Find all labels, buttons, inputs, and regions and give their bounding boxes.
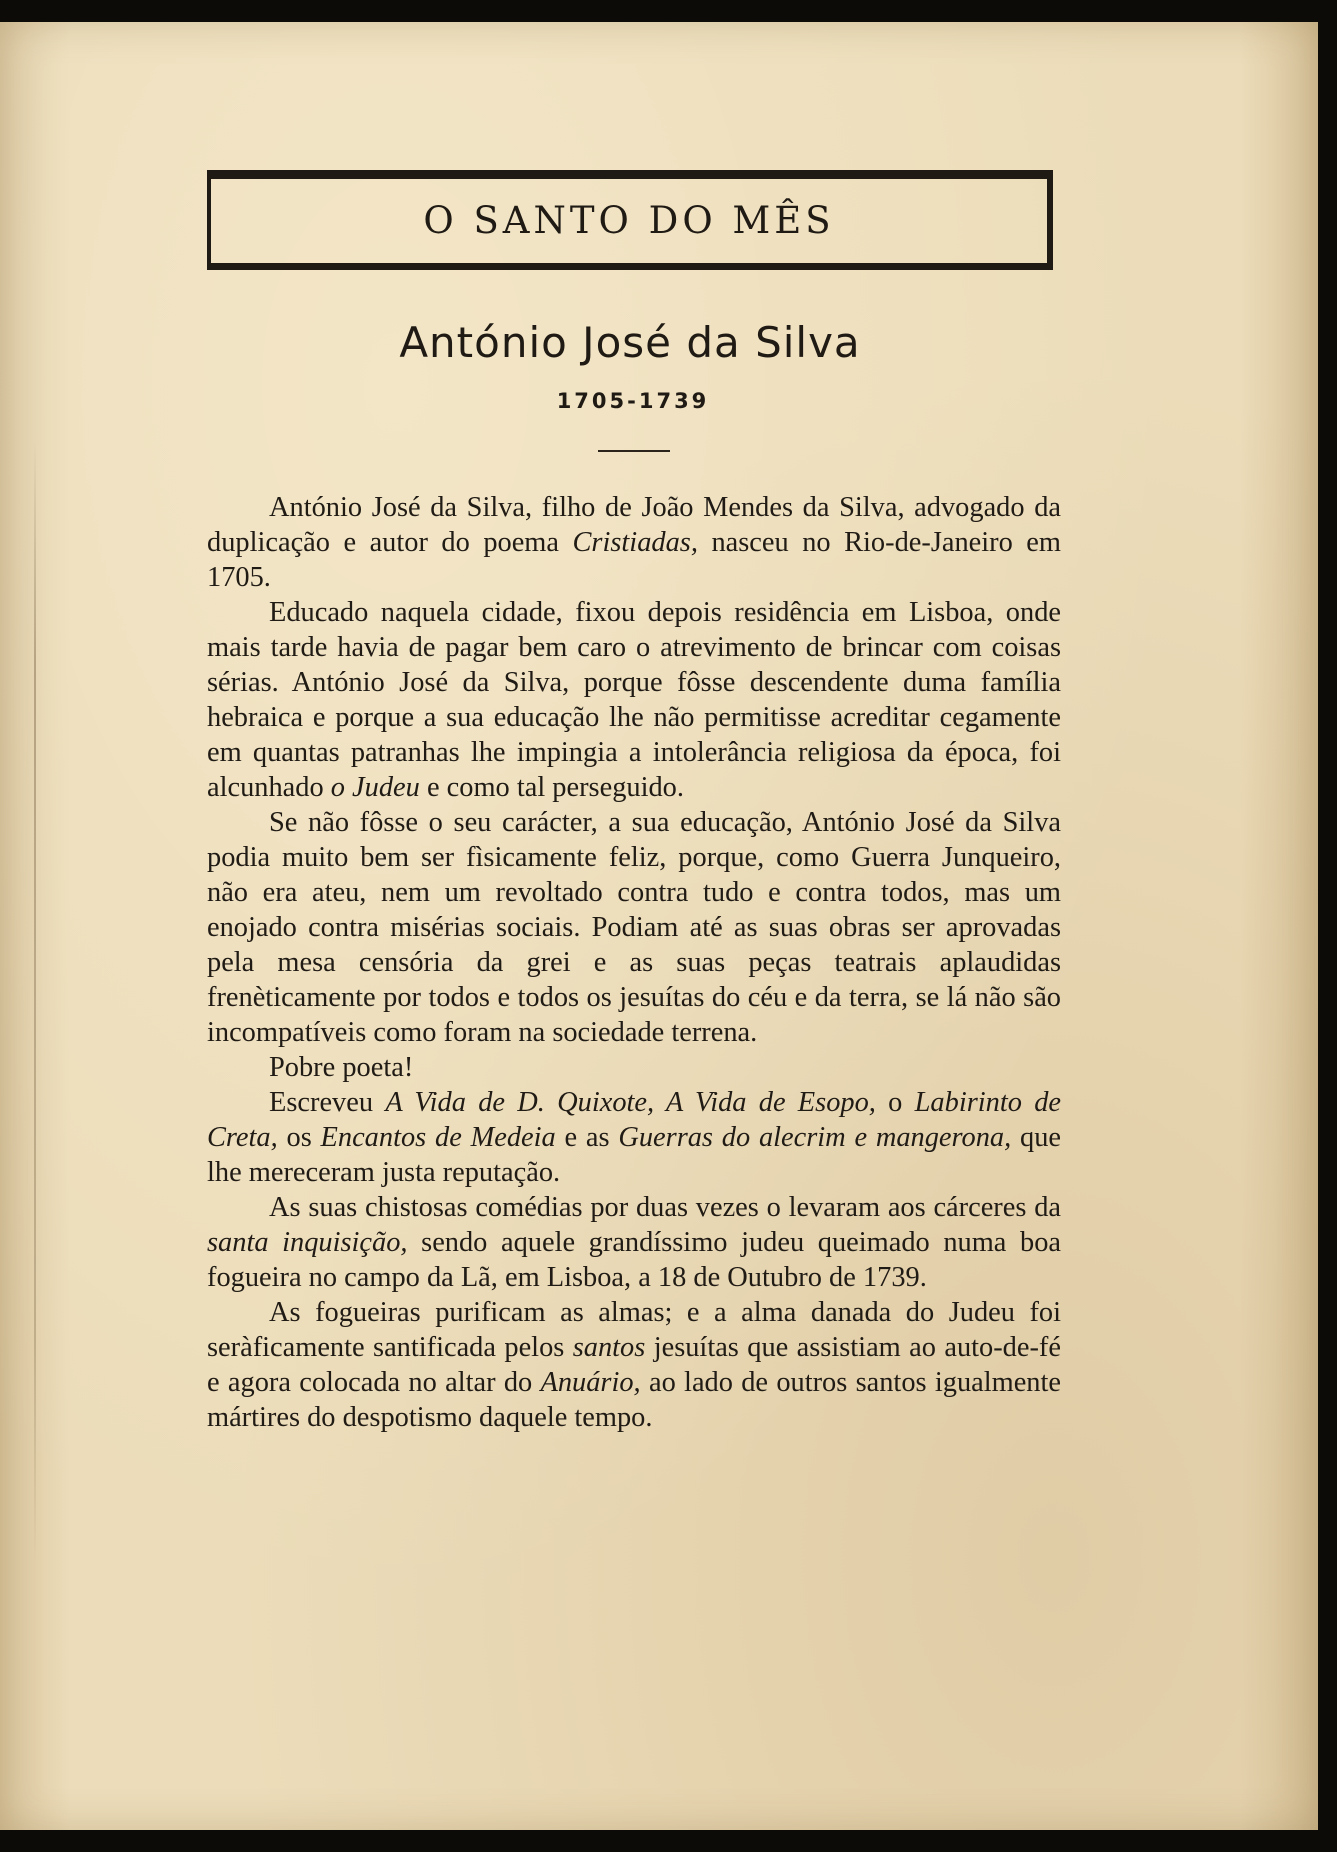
title-divider xyxy=(598,450,670,452)
text-run: As suas chistosas comédias por duas vezes o levaram aos cárceres da xyxy=(269,1192,1061,1223)
section-header-box xyxy=(207,170,1053,270)
text-run: Se não fôsse o seu carácter, a sua educação, António José da Silva podia muito bem ser fìsicamente feliz, porque, como Guerra Junqueiro, não era ateu, nem um revoltado contra tudo e contra todos, mas um enojado contra misérias sociais. Podiam até as suas obras ser aprovadas pela mesa censória da grei e as suas peças teatrais aplaudidas frenèticamente por todos e todos os jesuítas do céu e da terra, se lá não são incompatíveis como foram na sociedade terrena. xyxy=(207,807,1061,1048)
italic-text-run: santa inquisição, xyxy=(207,1227,408,1258)
paragraph xyxy=(207,1085,1061,1190)
text-run: Escreveu xyxy=(269,1087,386,1118)
text-run: o xyxy=(875,1087,915,1118)
italic-text-run: Guerras do alecrim e mangerona, xyxy=(618,1122,1012,1153)
italic-text-run: Cristiadas, xyxy=(572,527,698,558)
text-run: Educado naquela cidade, fixou depois residência em Lisboa, onde mais tarde havia de pagar bem caro o atrevimento de brincar com coisas sérias. António José da Silva, porque fôsse descendente duma família hebraica e porque a sua educação lhe não permitisse acreditar cegamente em quantas patranhas lhe impingia a intolerância religiosa da época, foi alcunhado xyxy=(207,597,1061,803)
article-dates: 1705-1739 xyxy=(556,389,710,413)
text-run: Pobre poeta! xyxy=(269,1052,414,1083)
text-run: ao lado de outros santos igualmente mártires do despotismo daquele tempo. xyxy=(207,1367,1061,1433)
paragraph xyxy=(207,1190,1061,1295)
text-run: As fogueiras purificam as almas; e a alma danada do Judeu foi seràficamente santificada pelos xyxy=(207,1297,1061,1363)
text-run: os xyxy=(277,1122,321,1153)
italic-text-run: Anuário, xyxy=(540,1367,641,1398)
paragraph xyxy=(207,805,1061,1050)
paragraph xyxy=(207,490,1061,595)
paragraph xyxy=(207,1050,1061,1085)
italic-text-run: Encantos de Medeia xyxy=(320,1122,556,1153)
italic-text-run: santos xyxy=(572,1332,646,1363)
paragraph xyxy=(207,595,1061,805)
italic-text-run: A Vida de D. Quixote, A Vida de Esopo, xyxy=(385,1087,876,1118)
italic-text-run: o Judeu xyxy=(330,772,420,803)
italic-text-run: Labirinto de Creta, xyxy=(207,1087,1061,1153)
paper-fold-crease xyxy=(34,442,36,1562)
section-title: O SANTO DO MÊS xyxy=(423,198,835,242)
article-body xyxy=(207,490,1061,1435)
text-run: e como tal perseguido. xyxy=(419,772,684,803)
text-run: sendo aquele grandíssimo judeu queimado numa boa fogueira no campo da Lã, em Lisboa, a 18 de Outubro de 1739. xyxy=(207,1227,1062,1293)
text-run: António José da Silva, filho de João Mendes da Silva, advogado da duplicação e autor do poema xyxy=(207,492,1061,558)
text-run: que lhe mereceram justa reputação. xyxy=(207,1122,1061,1188)
text-run: nasceu no Rio-de-Janeiro em 1705. xyxy=(207,527,1061,593)
paragraph xyxy=(207,1295,1061,1435)
text-run: jesuítas que assistiam ao auto-de-fé e agora colocada no altar do xyxy=(207,1332,1061,1398)
text-run: e as xyxy=(555,1122,619,1153)
article-title: António José da Silva xyxy=(399,318,861,367)
